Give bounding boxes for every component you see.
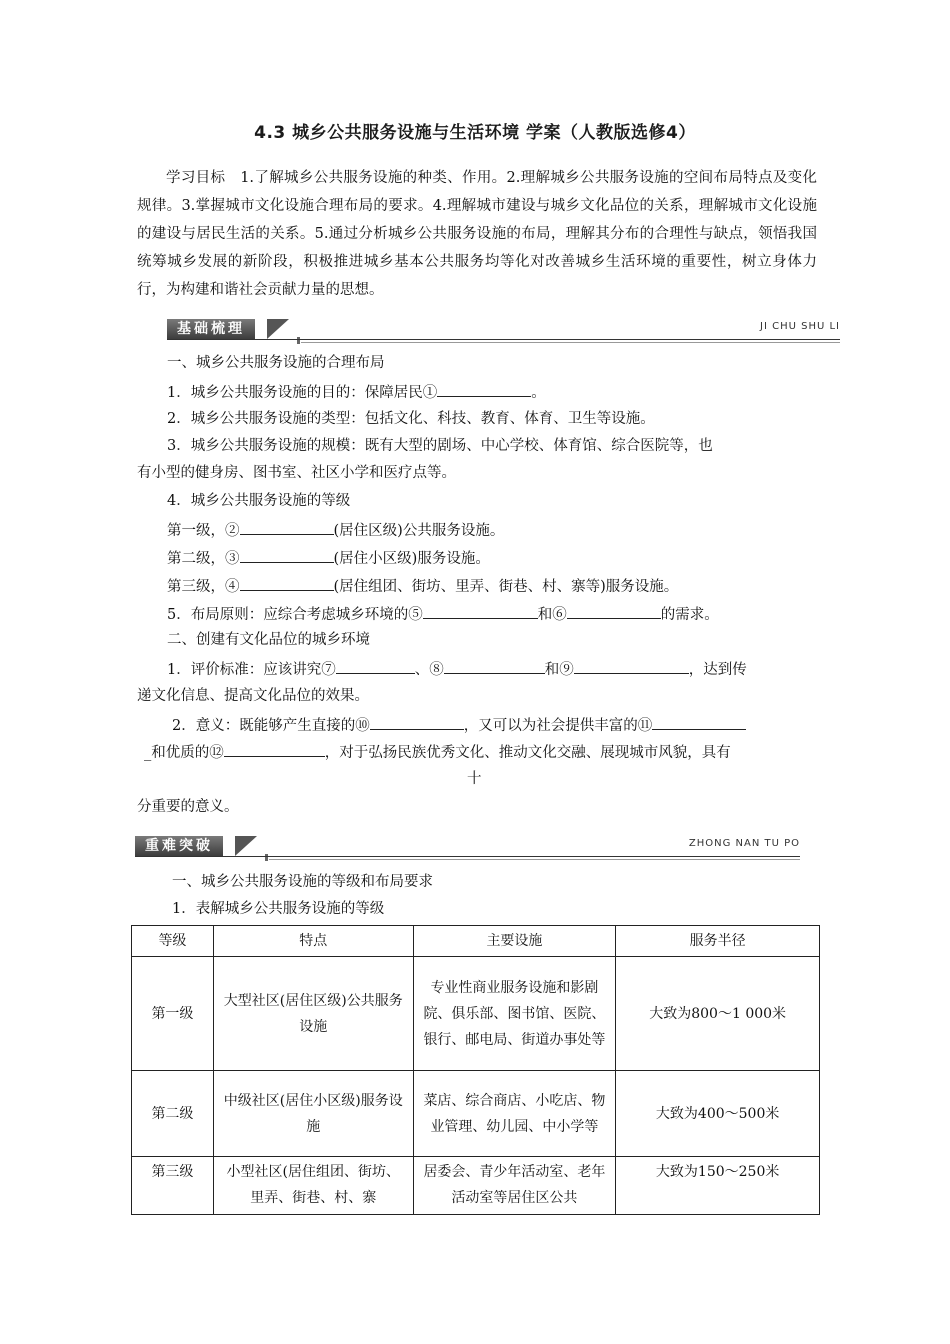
item-types: 2．城乡公共服务设施的类型：包括文化、科技、教育、体育、卫生等设施。: [167, 411, 655, 427]
item-purpose-text: 1．城乡公共服务设施的目的：保障居民①: [167, 385, 438, 401]
banner-rule: [135, 856, 800, 857]
banner-rule-thin: [301, 342, 840, 343]
blank-2: [240, 519, 334, 535]
principle-end: 的需求。: [660, 607, 719, 623]
item-purpose-end: 。: [531, 385, 546, 401]
item-principle: [167, 603, 719, 625]
table-row: [132, 957, 820, 1071]
criteria-sep-2: 和⑨: [544, 662, 574, 678]
table-cell: 大型社区(居住区级)公共服务设施: [213, 957, 413, 1071]
blank-9: [574, 658, 689, 674]
heading-layout: 一、城乡公共服务设施的合理布局: [167, 355, 385, 371]
grade-3-label: 第三级，④: [167, 579, 240, 595]
grade-2-line: [167, 547, 490, 569]
item-grades: 4．城乡公共服务设施的等级: [167, 493, 351, 509]
section-banner-key-points: [135, 836, 800, 860]
table-cell: 第一级: [132, 957, 214, 1071]
table-cell: 菜店、综合商店、小吃店、物业管理、幼儿园、中小学等: [413, 1071, 616, 1157]
item-criteria-cont: 递文化信息、提高文化品位的效果。: [137, 688, 369, 704]
grades-table: [131, 925, 820, 1215]
heading-culture: 二、创建有文化品位的城乡环境: [167, 632, 370, 648]
table-cell: 第三级: [132, 1157, 214, 1215]
grade-1-text: (居住区级)公共服务设施。: [333, 523, 505, 539]
blank-6: [567, 603, 661, 619]
table-cell: 小型社区(居住组团、街坊、里弄、街巷、村、寨: [213, 1157, 413, 1215]
banner-rule: [167, 339, 840, 340]
table-cell: 居委会、青少年活动室、老年活动室等居住区公共: [413, 1157, 616, 1215]
table-cell: 第二级: [132, 1071, 214, 1157]
item-significance: [172, 714, 746, 736]
banner-triangle: [235, 836, 257, 856]
banner-label: 基础梳理: [167, 319, 255, 339]
grade-3-text: (居住组团、街坊、里弄、街巷、村、寨等)服务设施。: [333, 579, 679, 595]
criteria-text: 1．评价标准：应该讲究⑦: [167, 662, 336, 678]
grade-2-label: 第二级，③: [167, 551, 240, 567]
significance-mid: ，又可以为社会提供丰富的⑪: [463, 718, 653, 734]
banner-triangle: [267, 319, 289, 339]
table-cell: 大致为150～250米: [616, 1157, 820, 1215]
table-row: [132, 1157, 820, 1215]
blank-12: [224, 741, 325, 757]
banner-english: JI CHU SHU LI: [760, 321, 840, 332]
learning-goals: [137, 164, 817, 304]
criteria-end: ，达到传: [688, 662, 747, 678]
item-scale-cont: 有小型的健身房、图书室、社区小学和医疗点等。: [137, 465, 456, 481]
principle-text: 5．布局原则：应综合考虑城乡环境的⑤: [167, 607, 423, 623]
table-cell: 大致为400～500米: [616, 1071, 820, 1157]
section-banner-basics: [167, 319, 840, 343]
item-criteria: [167, 658, 747, 680]
blank-3: [240, 547, 334, 563]
significance-text: 2．意义：既能够产生直接的⑩: [172, 718, 370, 734]
significance-cont-pre: _和优质的⑫: [144, 745, 224, 761]
table-header-row: [132, 926, 820, 957]
item-significance-cont: [144, 741, 731, 763]
criteria-sep-1: 、⑧: [414, 662, 444, 678]
grade-1-label: 第一级，②: [167, 523, 240, 539]
stray-character: 十: [467, 771, 482, 787]
blank-8: [444, 658, 545, 674]
grade-1-line: [167, 519, 504, 541]
grade-3-line: [167, 575, 678, 597]
goals-text: 1.了解城乡公共服务设施的种类、作用。2.理解城乡公共服务设施的空间布局特点及变化规律。3.掌握城市文化设施合理布局的要求。4.理解城市建设与城乡文化品位的关系，理解城市文化设施的建设与居民生活的关系。5.通过分析城乡公共服务设施的布局，理解其分布的合理性与缺点，领悟我国统筹城乡发展的新阶段，积极推进城乡基本公共服务均等化对改善城乡生活环境的重要性，树立身体力行，为构建和谐社会贡献力量的思想。: [137, 170, 818, 298]
banner-english: ZHONG NAN TU PO: [688, 838, 800, 849]
blank-7: [336, 658, 415, 674]
blank-1: [437, 381, 531, 397]
table-cell: 专业性商业服务设施和影剧院、俱乐部、图书馆、医院、银行、邮电局、街道办事处等: [413, 957, 616, 1071]
grade-2-text: (居住小区级)服务设施。: [333, 551, 490, 567]
table-cell: 大致为800～1 000米: [616, 957, 820, 1071]
blank-4: [240, 575, 334, 591]
blank-5: [423, 603, 538, 619]
table-header: 服务半径: [616, 926, 820, 957]
table-header: 特点: [213, 926, 413, 957]
table-row: [132, 1071, 820, 1157]
goals-label: 学习目标: [166, 170, 226, 186]
table-cell: 中级社区(居住小区级)服务设施: [213, 1071, 413, 1157]
heading-table: 1．表解城乡公共服务设施的等级: [172, 901, 385, 917]
item-significance-end: 分重要的意义。: [137, 799, 239, 815]
table-header: 等级: [132, 926, 214, 957]
page-title: 4.3 城乡公共服务设施与生活环境 学案（人教版选修4）: [254, 123, 696, 143]
banner-rule-thin: [269, 859, 800, 860]
table-header: 主要设施: [413, 926, 616, 957]
item-scale: 3．城乡公共服务设施的规模：既有大型的剧场、中心学校、体育馆、综合医院等，也: [167, 438, 713, 454]
principle-and: 和⑥: [537, 607, 567, 623]
significance-cont-text: ，对于弘扬民族优秀文化、推动文化交融、展现城市风貌，具有: [324, 745, 731, 761]
heading-grades-layout: 一、城乡公共服务设施的等级和布局要求: [172, 874, 433, 890]
blank-10: [370, 714, 464, 730]
banner-label: 重难突破: [135, 836, 223, 856]
item-purpose: [167, 381, 546, 403]
blank-11: [652, 714, 746, 730]
